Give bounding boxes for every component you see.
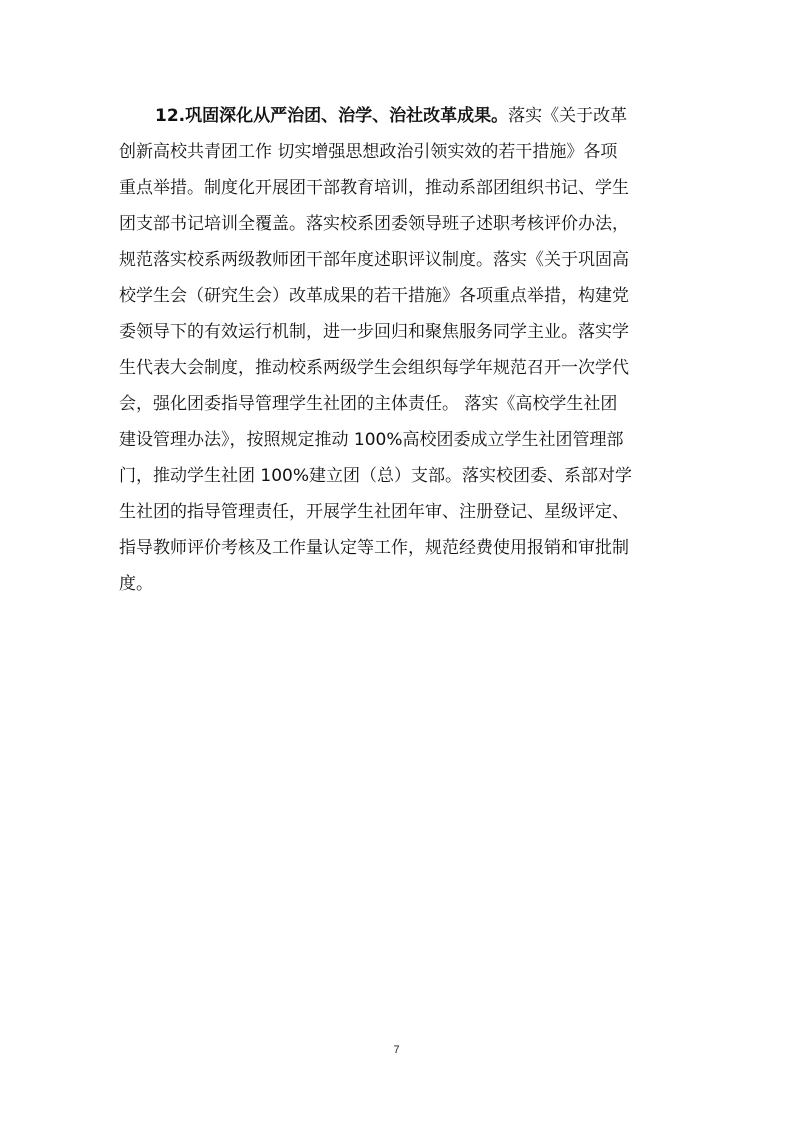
paragraph-line-10: 建设管理办法》，按照规定推动 100%高校团委成立学生社团管理部 — [119, 430, 624, 450]
paragraph-line-1 — [119, 98, 681, 134]
paragraph-text: 落实《关于改革 — [508, 106, 628, 126]
paragraph-heading: 12.巩固深化从严治团、治学、治社改革成果。 — [155, 106, 509, 126]
paragraph-line-5: 规范落实校系两级教师团干部年度述职评议制度。落实《关于巩固高 — [119, 250, 629, 270]
paragraph-line-3: 重点举措。制度化开展团干部教育培训，推动系部团组织书记、学生 — [119, 178, 629, 198]
paragraph-body — [119, 98, 681, 602]
paragraph-line-9: 会，强化团委指导管理学生社团的主体责任。 落实《高校学生社团 — [119, 394, 618, 414]
paragraph-line-11: 门，推动学生社团 100%建立团（总）支部。落实校团委、系部对学 — [119, 466, 633, 486]
paragraph-line-14: 度。 — [119, 574, 153, 594]
paragraph-line-8: 生代表大会制度，推动校系两级学生会组织每学年规范召开一次学代 — [119, 358, 629, 378]
paragraph-line-12: 生社团的指导管理责任，开展学生社团年审、注册登记、星级评定、 — [119, 502, 629, 522]
paragraph-line-4: 团支部书记培训全覆盖。落实校系团委领导班子述职考核评价办法， — [119, 214, 629, 234]
paragraph-line-7: 委领导下的有效运行机制，进一步回归和聚焦服务同学主业。落实学 — [119, 322, 629, 342]
paragraph-line-13: 指导教师评价考核及工作量认定等工作，规范经费使用报销和审批制 — [119, 538, 629, 558]
page-number: 7 — [393, 1044, 400, 1056]
paragraph-line-6: 校学生会（研究生会）改革成果的若干措施》各项重点举措，构建党 — [119, 286, 629, 306]
paragraph-line-2: 创新高校共青团工作 切实增强思想政治引领实效的若干措施》各项 — [119, 142, 618, 162]
